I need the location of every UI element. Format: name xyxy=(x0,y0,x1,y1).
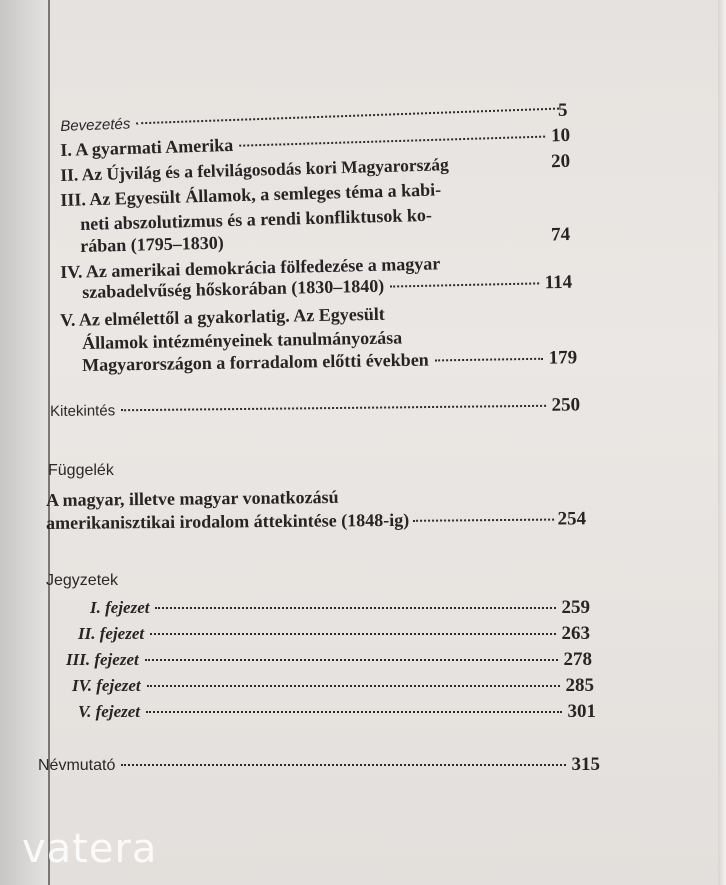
entry-label: II. fejezet xyxy=(78,624,145,643)
page-number: 254 xyxy=(557,508,587,530)
toc-entry-notes-4[interactable] xyxy=(72,675,594,697)
leader-dots xyxy=(413,519,553,522)
entry-label: II. Az Újvilág és a felvilágosodás kori Magyarország xyxy=(60,154,449,185)
entry-label: Bevezetés xyxy=(60,115,131,135)
leader-dots xyxy=(136,108,559,125)
page-number: 301 xyxy=(567,701,596,722)
entry-label: III. fejezet xyxy=(66,650,139,669)
toc-entry-nevmutato[interactable] xyxy=(38,754,600,776)
entry-label: rában (1795–1830) xyxy=(80,232,224,256)
toc-entry-kitekintes[interactable] xyxy=(50,394,580,422)
entry-label: I. fejezet xyxy=(90,598,150,617)
section-heading-fuggelek: Függelék xyxy=(48,462,114,479)
page-number: 10 xyxy=(550,124,571,147)
page-number: 250 xyxy=(551,394,581,416)
leader-dots xyxy=(390,282,539,287)
leader-dots xyxy=(146,711,561,713)
toc-entry-fuggelek-line-2[interactable] xyxy=(46,508,586,535)
leader-dots xyxy=(121,405,545,411)
page-number: 179 xyxy=(548,347,578,369)
page-number: 285 xyxy=(565,675,594,696)
page-number: 74 xyxy=(550,224,571,246)
page-number: 278 xyxy=(563,649,592,670)
entry-label: I. A gyarmati Amerika xyxy=(60,134,234,160)
toc-entry-notes-1[interactable] xyxy=(90,597,590,619)
leader-dots xyxy=(239,136,545,147)
toc-entry-notes-3[interactable] xyxy=(66,649,592,671)
entry-label: szabadelvűség hőskorában (1830–1840) xyxy=(82,275,385,302)
leader-dots xyxy=(435,358,543,362)
leader-dots xyxy=(150,633,555,635)
leader-dots xyxy=(145,659,558,661)
entry-label: Kitekintés xyxy=(50,402,116,420)
toc-entry-chapter-4-line-1[interactable]: IV. Az amerikai demokrácia fölfedezése a magyar xyxy=(60,253,441,282)
page-number: 315 xyxy=(571,754,600,775)
toc-entry-fuggelek-line-1[interactable]: A magyar, illetve magyar vonatkozású xyxy=(46,486,339,510)
leader-dots xyxy=(147,685,560,687)
vatera-watermark: vatera xyxy=(22,826,158,872)
entry-label: amerikanisztikai irodalom áttekintése (1848-ig) xyxy=(46,509,410,533)
toc-entry-chapter-3-line-2[interactable]: neti abszolutizmus és a rendi konfliktusok ko- xyxy=(80,204,433,234)
toc-entry-chapter-3-line-1[interactable]: III. Az Egyesült Államok, a semleges téma a kabi- xyxy=(60,179,442,210)
toc-entry-chapter-5-line-1[interactable]: V. Az elmélettől a gyakorlatig. Az Egyesült xyxy=(60,303,385,330)
page-number: 263 xyxy=(561,623,590,644)
entry-label: IV. fejezet xyxy=(72,676,141,695)
section-heading-jegyzetek: Jegyzetek xyxy=(46,572,119,589)
entry-label: V. fejezet xyxy=(78,702,141,721)
page-number: 20 xyxy=(550,150,571,173)
page-number: 114 xyxy=(544,271,573,294)
toc-entry-notes-5[interactable] xyxy=(78,701,596,723)
leader-dots xyxy=(155,607,555,609)
toc-entry-notes-2[interactable] xyxy=(78,623,590,645)
leader-dots xyxy=(121,764,565,766)
entry-label: Névmutató xyxy=(38,757,116,774)
toc-entry-chapter-5-line-2[interactable]: Államok intézményeinek tanulmányozása xyxy=(82,327,403,353)
page-number: 259 xyxy=(561,597,590,618)
entry-label: Magyarországon a forradalom előtti években xyxy=(82,349,429,375)
page-number: 5 xyxy=(558,100,568,121)
